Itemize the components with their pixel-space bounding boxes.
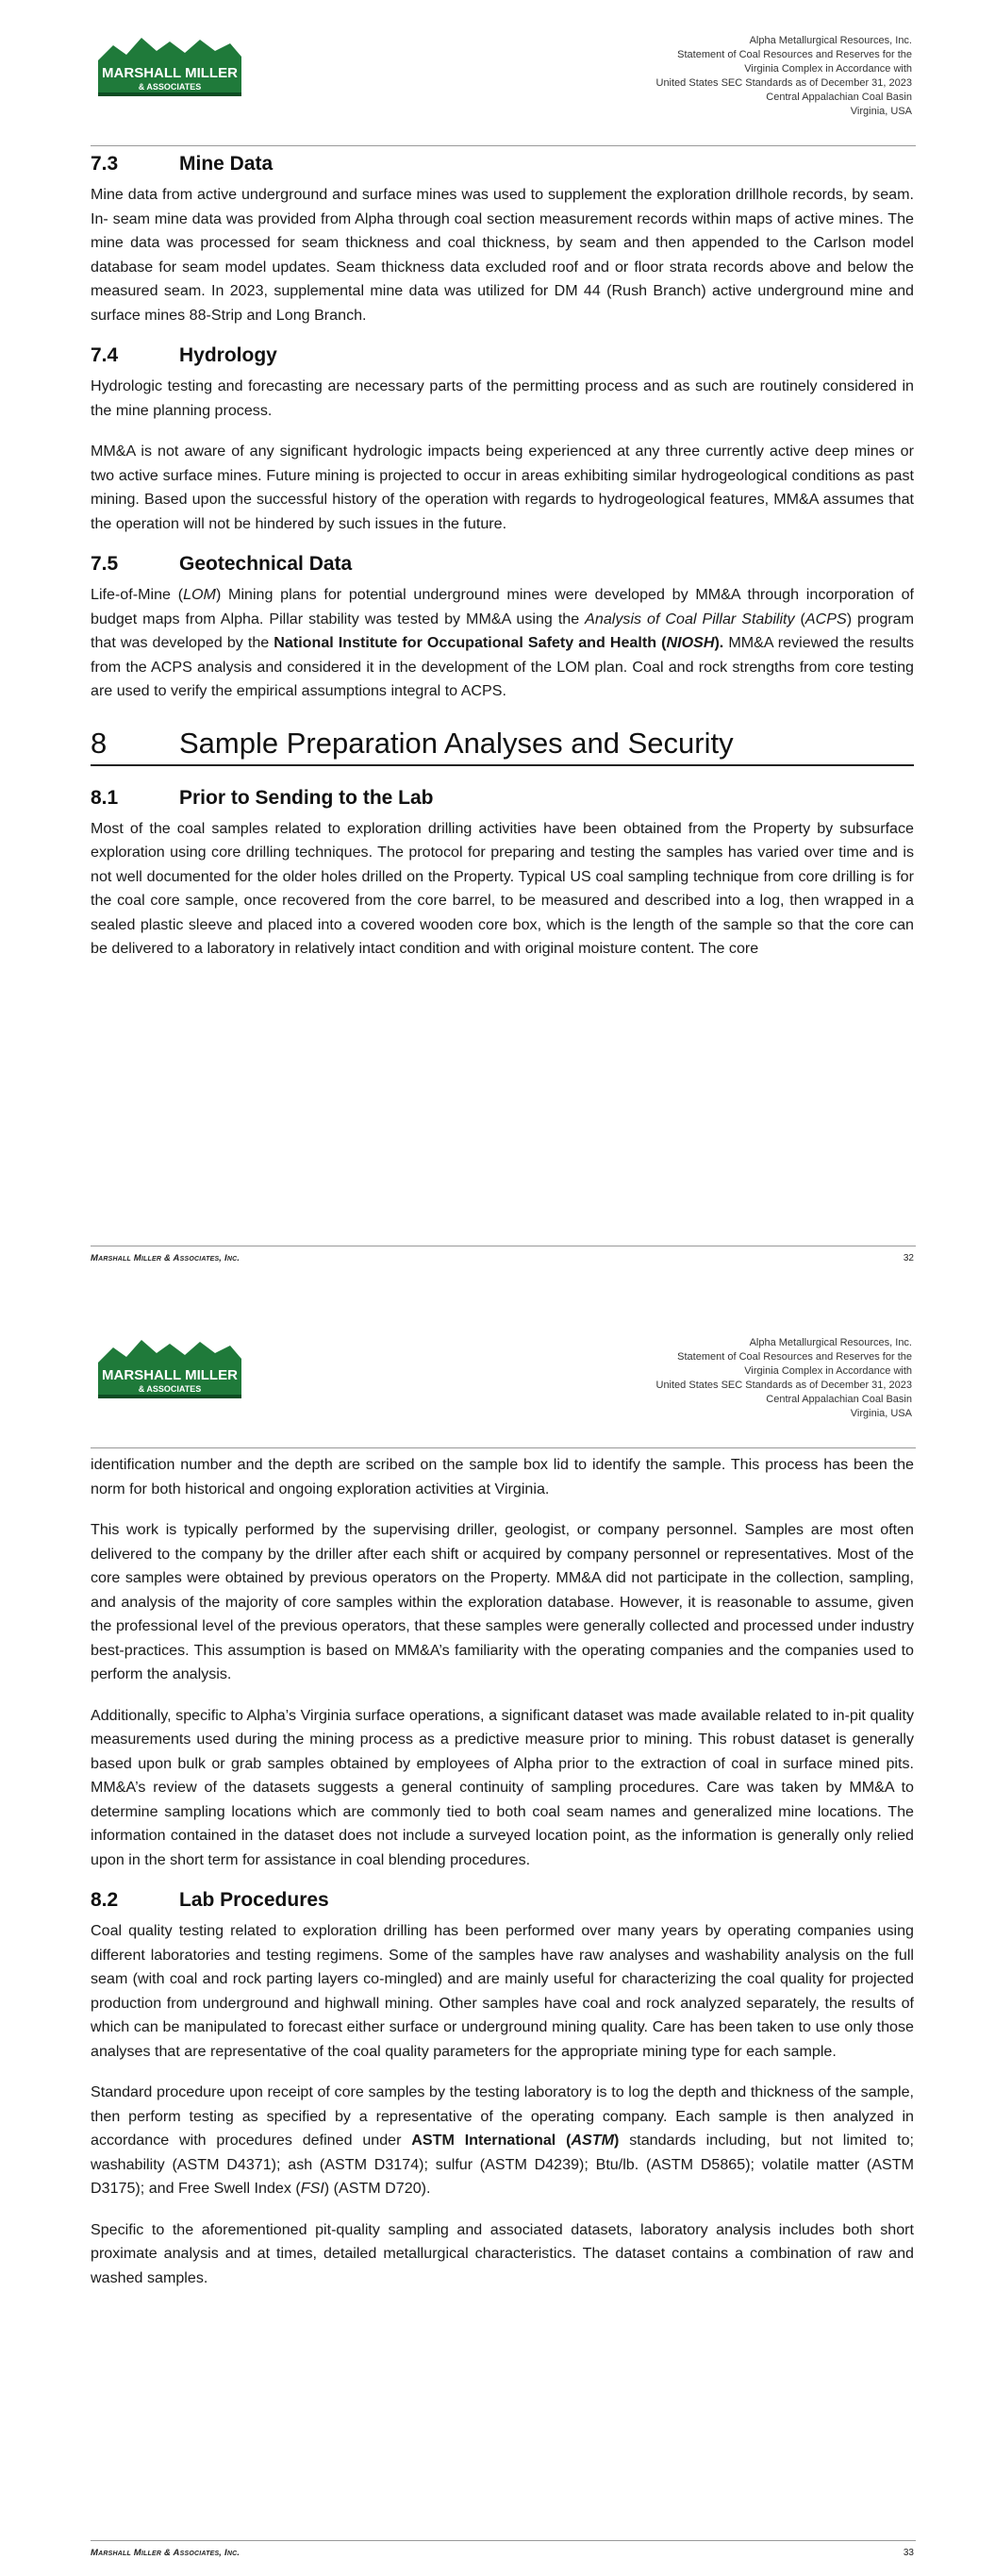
paragraph: Mine data from active underground and surface mines was used to supplement the exploration drillhole records, by seam. In- seam mine data was provided from Alpha through coal section measurement records within maps of active mines. The mine data was processed for seam thickness and coal thickness, by seam and then appended to the Carlson model database for seam model updates. Seam thickness data excluded roof and or floor strata records above and below the measured seam. In 2023, supplemental mine data was utilized for DM 44 (Rush Branch) active underground mine and surface mines 88-Strip and Long Branch. <box>91 186 914 324</box>
svg-text:MARSHALL MILLER: MARSHALL MILLER <box>102 1367 238 1383</box>
header-line: Virginia, USA <box>850 106 912 117</box>
section-heading-8-2: 8.2 Lab Procedures <box>91 1889 329 1911</box>
company-logo <box>94 32 245 104</box>
footer-company: Marshall Miller & Associates, Inc. <box>91 2548 240 2558</box>
svg-text:MARSHALL MILLER: MARSHALL MILLER <box>102 65 238 81</box>
paragraph: Additionally, specific to Alpha’s Virginia surface operations, a significant dataset was made available related to in-pit quality measurements used during the mining process as a predictive measure prior to mining. This robust dataset is generally based upon bulk or grab samples obtained by employees of Alpha prior to the extraction of coal in surface mined pits. MM&A’s review of the datasets suggests a general continuity of sampling procedures. Care was taken by MM&A to determine sampling locations which are commonly tied to both coal seam names and generalized mine locations. The information contained in the dataset does not include a surveyed location point, as the information is generally only relied upon in the short term for assistance in coal blending procedures. <box>91 1706 914 1868</box>
header-line: Alpha Metallurgical Resources, Inc. <box>749 35 912 46</box>
paragraph: Hydrologic testing and forecasting are necessary parts of the permitting process and as such are routinely considered in the mine planning process. <box>91 377 914 419</box>
paragraph: identification number and the depth are scribed on the sample box lid to identify the sample. This process has been the norm for both historical and ongoing exploration activities at Virginia. <box>91 1456 914 1497</box>
header-text <box>656 34 913 119</box>
page-footer <box>91 1246 916 1263</box>
header-line: Virginia Complex in Accordance with <box>744 63 912 75</box>
section-heading-8-1: 8.1 Prior to Sending to the Lab <box>91 786 434 809</box>
header-line: Central Appalachian Coal Basin <box>766 92 912 103</box>
paragraph: This work is typically performed by the supervising driller, geologist, or company personnel. Samples are most often delivered to the company by the driller after each shift or acquired by company personnel or representatives. Most of the core samples were obtained by previous operators on the Property. MM&A did not participate in the collection, sampling, and analysis of the majority of core samples within the exploration database. However, it is reasonable to assume, given the professional level of the previous operators, that these samples were generally collected and processed under industry best-practices. This assumption is based on MM&A’s familiarity with the operating companies and the companies used to perform the analysis. <box>91 1521 914 1682</box>
paragraph: MM&A is not aware of any significant hydrologic impacts being experienced at any three currently active deep mines or two active surface mines. Future mining is projected to occur in areas exhibiting similar hydrogeological conditions as past mining. Based upon the successful history of the operation with regards to hydrogeological features, MM&A assumes that the operation will not be hindered by such issues in the future. <box>91 443 914 532</box>
paragraph: Life-of-Mine (LOM) Mining plans for potential underground mines were developed by MM&A through incorporation of budget maps from Alpha. Pillar stability was tested by MM&A using the Analysis of Coal Pillar Stability (ACPS) program that was developed by the National Institute for Occupational Safety and Health (NIOSH). MM&A reviewed the results from the ACPS analysis and considered it in the development of the LOM plan. Coal and rock strengths from core testing are used to verify the empirical assumptions integral to ACPS. <box>91 586 915 699</box>
paragraph: Specific to the aforementioned pit-quality sampling and associated datasets, laboratory analysis includes both short proximate analysis and at times, detailed metallurgical characteristics. The dataset contains a combination of raw and washed samples. <box>91 2220 914 2286</box>
chapter-heading-8: 8 Sample Preparation Analyses and Security <box>91 727 914 766</box>
header-line: Virginia Complex in Accordance with <box>744 1365 912 1377</box>
header-line: Statement of Coal Resources and Reserves for the <box>677 49 912 60</box>
header-line: Alpha Metallurgical Resources, Inc. <box>749 1337 912 1348</box>
page-header <box>91 0 916 146</box>
section-heading-7-5: 7.5 Geotechnical Data <box>91 553 353 575</box>
header-text <box>656 1336 913 1421</box>
page-body <box>91 153 914 979</box>
paragraph: Standard procedure upon receipt of core samples by the testing laboratory is to log the depth and thickness of the sample, then perform testing as specified by a representative of the operating company. Each sample is then analyzed in accordance with procedures defined under ASTM International (ASTM) standards including, but not limited to; washability (ASTM D4371); ash (ASTM D3174); sulfur (ASTM D4239); Btu/lb. (ASTM D5865); volatile matter (ASTM D3175); and Free Swell Index (FSI) (ASTM D720). <box>91 2083 914 2197</box>
header-line: Statement of Coal Resources and Reserves for the <box>677 1351 912 1363</box>
page-32 <box>0 0 995 1283</box>
page-body <box>91 1453 914 2307</box>
section-heading-7-4: 7.4 Hydrology <box>91 344 277 366</box>
header-line: United States SEC Standards as of December 31, 2023 <box>655 1380 912 1391</box>
svg-text:& ASSOCIATES: & ASSOCIATES <box>138 1384 202 1394</box>
paragraph: Coal quality testing related to exploration drilling has been performed over many years by operating companies using different laboratories and testing regimens. Some of the samples have raw analyses and washability analysis on the full seam (with coal and rock parting layers co-mingled) and are mainly useful for characterizing the coal quality for projected production from underground and highwall mining. Other samples have coal and rock analyzed separately, the results of which can be manipulated to forecast either surface or underground mining quality. Care has been taken to use only those analyses that are representative of the coal quality parameters for the appropriate mining type for each sample. <box>91 1922 914 2060</box>
svg-text:& ASSOCIATES: & ASSOCIATES <box>138 82 202 92</box>
paragraph: Most of the coal samples related to exploration drilling activities have been obtained from the Property by subsurface exploration using core drilling techniques. The protocol for preparing and testing the samples has varied over time and is not well documented for the older holes drilled on the Property. Typical US coal sampling technique from core drilling is for the coal core sample, once recovered from the core barrel, to be measured and described into a log, then wrapped in a sealed plastic sleeve and placed into a covered wooden core box, which is the length of the sample so that the core can be delivered to a laboratory in relatively intact condition and with original moisture content. The core <box>91 819 914 957</box>
page-number: 33 <box>903 2548 914 2558</box>
header-line: Central Appalachian Coal Basin <box>766 1394 912 1405</box>
header-line: United States SEC Standards as of December 31, 2023 <box>655 77 912 89</box>
section-heading-7-3: 7.3 Mine Data <box>91 153 274 175</box>
footer-company: Marshall Miller & Associates, Inc. <box>91 1253 240 1263</box>
page-33 <box>0 1302 995 2576</box>
company-logo <box>94 1334 245 1406</box>
page-footer <box>91 2540 916 2558</box>
page-header <box>91 1302 916 1448</box>
page-number: 32 <box>903 1253 914 1263</box>
header-line: Virginia, USA <box>850 1408 912 1419</box>
